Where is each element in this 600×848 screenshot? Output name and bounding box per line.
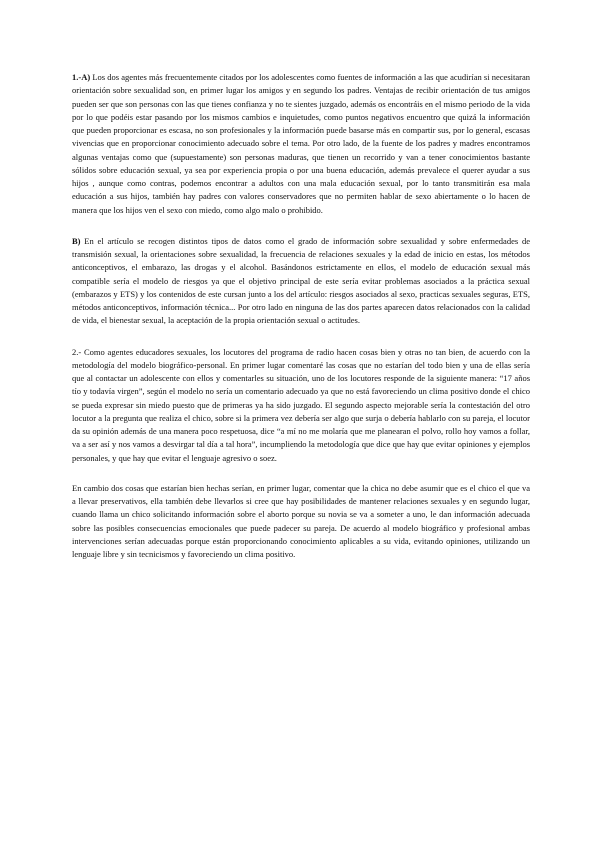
document-page xyxy=(72,71,530,561)
paragraph-1b xyxy=(72,235,530,328)
paragraph-3 xyxy=(72,482,530,562)
section-marker-1a: 1.-A) xyxy=(72,72,91,82)
paragraph-2 xyxy=(72,346,530,465)
paragraph-2-text: 2.- Como agentes educadores sexuales, los locutores del programa de radio hacen cosas bien y otras no tan bien, de acuerdo con la metodología del modelo biográfico-personal. En primer lugar comentaré las cosas que no estarían del todo bien y una de ellas sería que al contactar un adolescente con ellos y comentarles su situación, uno de los locutores responde de la siguiente manera: “17 años tío y todavía virgen”, según el modelo no sería un comentario adecuado ya que no está favoreciendo un clima positivo donde el chico se pueda expresar sin miedo puesto que de primeras ya ha sido juzgado. El segundo aspecto mejorable sería la contestación del otro locutor a la pregunta que realiza el chico, sobre si la primera vez debería ser algo que surja o debería hablarlo con su pareja, el locutor da su opinión además de una manera poco respetuosa, dice “a mí no me molaría que me planearan el polvo, rollo hoy vamos a follar, va a ser así y nos vamos a desvirgar tal día a tal hora”, incumpliendo la metodología que dice que hay que evitar opiniones y ejemplos personales, y que hay que evitar el lenguaje agresivo o soez. xyxy=(72,346,530,463)
paragraph-1a-text: Los dos agentes más frecuentemente citados por los adolescentes como fuentes de información a las que acudirían si necesitaran orientación sobre sexualidad son, en primer lugar los amigos y en segundo los padres. Ventajas de recibir orientación de tus amigos pueden ser que son personas con las que tienes confianza y no te sientes juzgado, además os encontráis en el mismo periodo de la vida por lo que podéis estar pasando por los mismos cambios e inquietudes, como puntos negativos encuentro que quizá la información que pueden proporcionar es escasa, no son profesionales y la información puede basarse más en compartir sus, por lo general, escasas vivencias que en proporcionar conocimiento adecuado sobre el tema. Por otro lado, de la fuente de los padres y madres encontramos algunas ventajas como que (supuestamente) son personas maduras, que tienen un recorrido y van a tener conocimientos bastante sólidos sobre educación sexual, ya sea por experiencia propia o por una buena educación, además prevalece el querer ayudar a sus hijos , aunque como contras, podemos encontrar a adultos con una mala educación sexual, por lo tanto transmitirán esa mala educación a sus hijos, también hay padres con valores conservadores que no permiten hablar de sexo abiertamente o lo hacen de manera que los hijos ven el sexo con miedo, como algo malo o prohibido. xyxy=(72,72,530,215)
section-marker-1b: B) xyxy=(72,235,81,246)
paragraph-3-text: En cambio dos cosas que estarían bien hechas serían, en primer lugar, comentar que la chica no debe asumir que es el chico el que va a llevar preservativos, ella también debe llevarlos si cree que hay posibilidades de mantener relaciones sexuales y en segundo lugar, cuando llama un chico solicitando información sobre el aborto porque su novia se va a someter a uno, le dan información adecuada sobre las posibles consecuencias emocionales que puede padecer su pareja. De acuerdo al modelo biográfico y profesional ambas intervenciones serían adecuadas porque están proporcionando conocimiento aplicables a su vida, evitando opiniones, utilizando un lenguaje libre y sin tecnicismos y favoreciendo un clima positivo. xyxy=(72,482,530,559)
paragraph-1a xyxy=(72,71,530,217)
paragraph-1b-text: En el artículo se recogen distintos tipos de datos como el grado de información sobre sexualidad y sobre enfermedades de transmisión sexual, la orientaciones sobre sexualidad, la frecuencia de relaciones sexuales y la edad de inicio en estas, los métodos anticonceptivos, el embarazo, las drogas y el alcohol. Basándonos estrictamente en ellos, el modelo de educación sexual más compatible sería el modelo de riesgos ya que el objetivo principal de este sería evitar problemas asociados a la práctica sexual (embarazos y ETS) y los contenidos de este cursan junto a los del artículo: riesgos asociados al sexo, practicas sexuales seguras, ETS, métodos anticonceptivos, información técnica... Por otro lado en ninguna de las dos partes aparecen datos relacionados con la calidad de vida, el bienestar sexual, la aceptación de la propia orientación sexual o actitudes. xyxy=(72,235,530,326)
